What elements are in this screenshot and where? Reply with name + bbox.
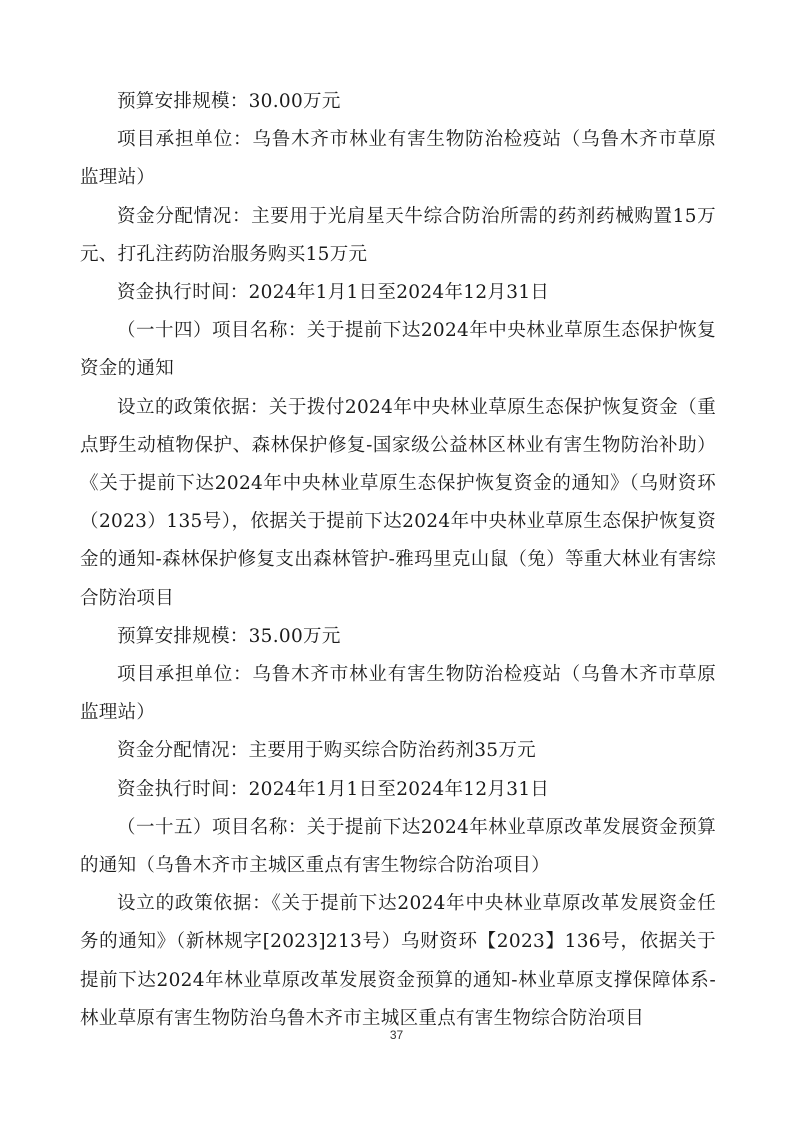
responsible-unit-1: 项目承担单位：乌鲁木齐市林业有害生物防治检疫站（乌鲁木齐市草原监理站） [80, 129, 716, 189]
fund-allocation-1: 资金分配情况：主要用于光肩星天牛综合防治所需的药剂药械购置15万元、打孔注药防治服务购买15万元 [80, 205, 716, 265]
project-heading-14: （一十四）项目名称：关于提前下达2024年中央林业草原生态保护恢复资金的通知 [80, 320, 716, 380]
page-number: 37 [389, 1028, 404, 1042]
budget-scale-14: 预算安排规模：35.00万元 [117, 625, 341, 647]
budget-scale-1: 预算安排规模：30.00万元 [117, 91, 341, 112]
document-body [80, 83, 716, 1038]
policy-basis-15: 设立的政策依据：《关于提前下达2024年中央林业草原改革发展资金任务的通知》（新林规字[2023]213号）乌财资环【2023】136号，依据关于提前下达2024年林业草原改革发展资金预算的通知-林业草原支撑保障体系-林业草原有害生物防治乌鲁木齐市主城区重点有害生物综合防治项目 [80, 893, 716, 1029]
responsible-unit-14: 项目承担单位：乌鲁木齐市林业有害生物防治检疫站（乌鲁木齐市草原监理站） [80, 664, 716, 724]
project-heading-15: （一十五）项目名称：关于提前下达2024年林业草原改革发展资金预算的通知（乌鲁木齐市主城区重点有害生物综合防治项目） [80, 816, 716, 877]
execution-period-1: 资金执行时间：2024年1月1日至2024年12月31日 [117, 282, 550, 304]
fund-allocation-14: 资金分配情况：主要用于购买综合防治药剂35万元 [117, 740, 536, 762]
execution-period-14: 资金执行时间：2024年1月1日至2024年12月31日 [117, 778, 550, 800]
policy-basis-14: 设立的政策依据：关于拨付2024年中央林业草原生态保护恢复资金（重点野生动植物保护、森林保护修复-国家级公益林区林业有害生物防治补助）《关于提前下达2024年中央林业草原生态保护恢复资金的通知》（乌财资环（2023）135号），依据关于提前下达2024年中央林业草原生态保护恢复资金的通知-森林保护修复支出森林管护-雅玛里克山鼠（兔）等重大林业有害综合防治项目 [80, 396, 716, 609]
